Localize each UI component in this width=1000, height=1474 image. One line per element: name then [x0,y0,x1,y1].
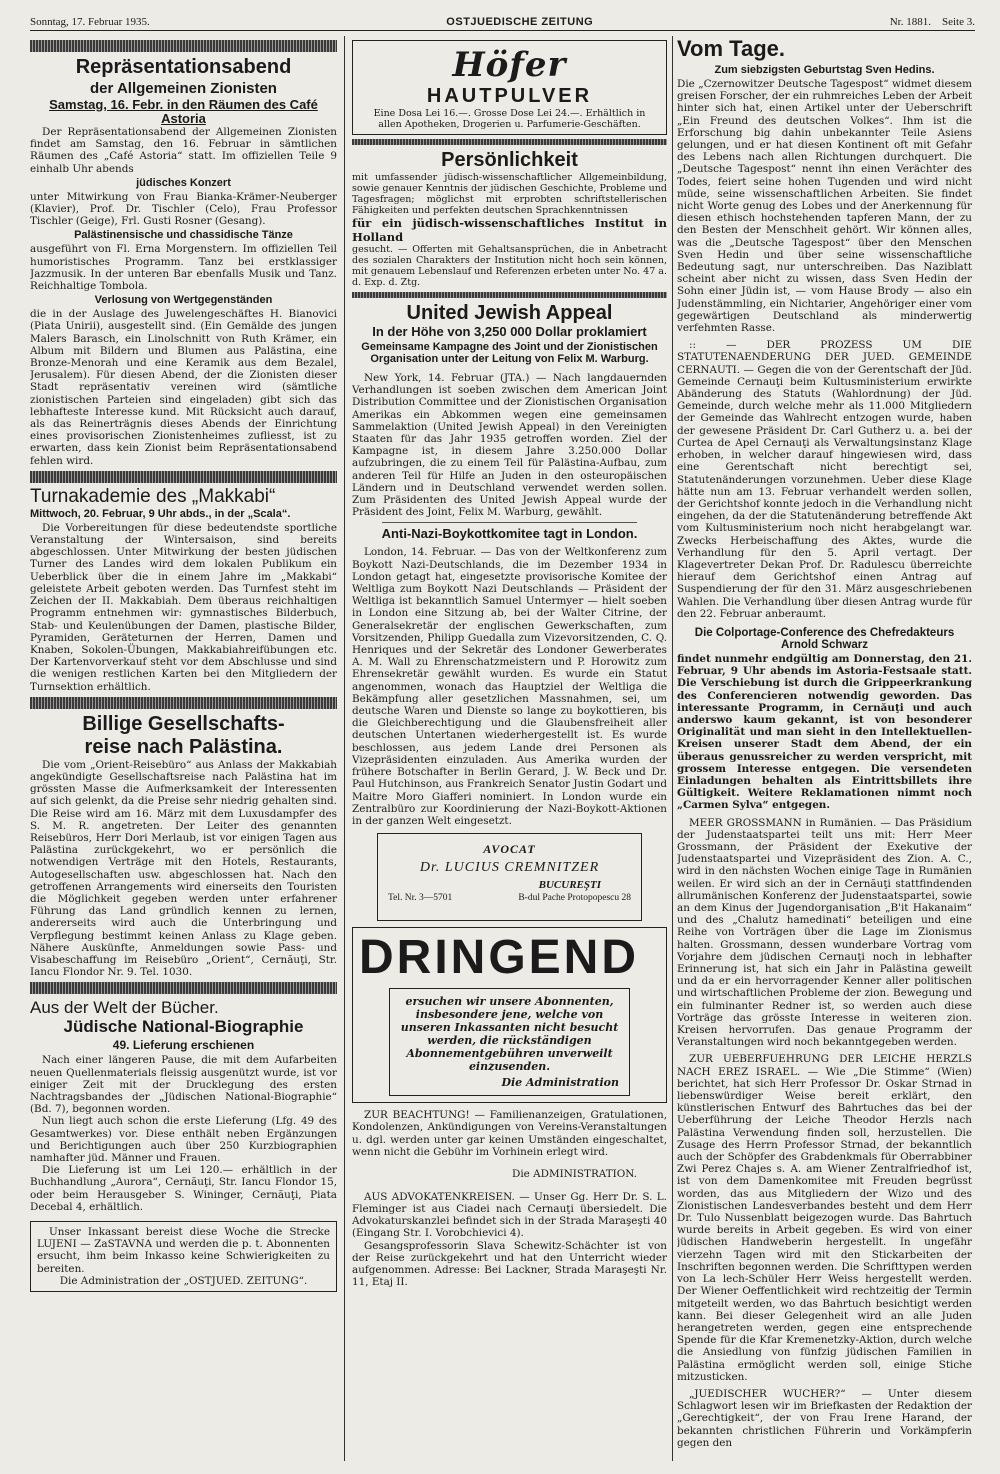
middle-column [352,36,667,1466]
repr-date-line: Samstag, 16. Febr. in den Räumen des Café Astoria [49,97,318,126]
dringend-notice [352,927,667,1103]
masthead-issue [890,16,975,28]
turn-title: Turnakademie des „Makkabi“ [30,485,276,507]
avocat-name: Dr. LUCIUS CREMNITZER [419,860,600,876]
buecher-paragraph: Die Lieferung ist um Lei 120.— erhältlich in der Buchhandlung „Aurora“, Cernăuţi, Str. Iancu Flondor 15, oder beim Herausgeber S. Wininger, Cernăuţi, Piata Decebal 4, erhältlich. [30,1164,337,1213]
avocat-city: BUCUREŞTI [538,879,601,892]
repr-heading-taenze: Palästinensische und chassidische Tänze [74,229,293,242]
inkasso-notice [30,1221,337,1292]
repr-paragraph: die in der Auslage des Juwelengeschäftes H. Bianovici (Piata Unirii), ausgestellt sind. (Ein Gemälde des jungen Malers Barasch, ein Linolschnitt von Ruth Krämer, ein Album mit Bildern und Blumen aus Palästina, eine Bronze-Menorah und eine Keramik aus dem Bezalel, Jerusalem). Für diesen Abend, der die Zionisten dieser Stadt repräsentativ vereinen wird (sämtliche zionistischen Parteien sind eingeladen) gibt sich das lebhafteste Interesse kund. Mit Rücksicht auch darauf, als das Reinerträgnis dieses Abends der Einrichtung eines provisorischen Zionistenheimes zufliesst, ist zu erwarten, dass kein Zionist beim Repräsentationsabend fehlen wird. [30,308,337,467]
wucher-paragraph: „JUEDISCHER WUCHER?“ — Unter diesem Schlagwort lesen wir im Briefkasten der Redaktion der „Gerechtigkeit“, der von Frau Irene Harand, der bekannten christlichen Führerin und Vorkämpferin gegen den [677,1387,972,1449]
hatch-divider [30,982,337,994]
masthead-paper-name: OSTJUEDISCHE ZEITUNG [446,16,594,28]
beachtung-signature: Die ADMINISTRATION. [512,1168,637,1181]
column-divider-2 [672,36,673,1461]
repr-heading-konzert: jüdisches Konzert [136,176,231,189]
boykott-title: Anti-Nazi-Boykottkomitee tagt in London. [381,526,638,542]
inkasso-paragraph: Unser Inkassant bereist diese Woche die Strecke LUJENI — ZaSTAVNA und werden die p. t. Abonnenten ersucht, ihm beim Inkasso keine Schwierigkeiten zu bereiten. [37,1226,330,1275]
uja-subtitle2: Gemeinsame Kampagne des Joint und der Zionistischen Organisation unter der Leitung von Felix M. Warburg. [361,341,658,365]
pers-institute: für ein jüdisch-wissenschaftliches Institut in Holland [352,216,667,244]
turn-date-line: Mittwoch, 20. Februar, 9 Uhr abds., in der „Scala“. [30,507,291,520]
hoefer-logo: Höfer [452,45,567,85]
uja-title: United Jewish Appeal [406,302,613,324]
avocat-tel: Tel. Nr. 3—5701 [388,893,453,904]
herzl-paragraph: ZUR UEBERFUEHRUNG DER LEICHE HERZLS NACH EREZ ISRAEL. — Wie „Die Stimme“ (Wien) berichtet, hat sich Herr Professor Dr. Oskar Strnad in liebenswürdiger Weise bereit erklärt, den künstlerischen Entwurf des Bahrtuches das bei der Ueberführung der Leiche Theodor Herzls nach Palästina Verwendung finden soll, herzustellen. Die Zusage des Herrn Professor Strnad, der bekanntlich auch der Schöpfer des Grabdenkmals für Oberrabbiner Zwi Perez Chajes s. A. am Wiener Zentralfriedhof ist, ist von dem Damenkomitee mit Freuden begrüsst worden, das aus Mitgliedern der Wizo und des Zionistischen Landesverbandes besteht und dem Herr Dr. Tulo Nussenblatt beigezogen wurde. Das Bahrtuch wurde bereits in Arbeit gegeben. Es wird von einer jüdischen Handweberin hergestellt. In ungefähr vierzehn Tagen wird mit den Stickarbeiten der Inschriften begonnen werden. Die Schrifttypen werden von La lech-Schüler Herr Weiss hergestellt werden. Der Wiener Oeffentlichkeit wird rechtzeitig der Termin mitgeteilt werden, wo das Bahrtuch besichtigt werden kann. Bei dieser Gelegenheit wird an alle Juden herangetreten werden, gegen eine entsprechende Spende für die Kfar Kremenetzky-Aktion, durch welche die Ansiedlung von fünfzig jüdischen Familien in Palästina ermöglicht werden soll, einige Stiche mitzusticken. [677,1053,972,1383]
dringend-text-box [389,988,630,1096]
advokaten-paragraph: AUS ADVOKATENKREISEN. — Unser Gg. Herr Dr. S. L. Fleminger ist aus Ciadei nach Cernauţi übersiedelt. Die Advokaturskanzlei befindet sich in der Strada Maraşeşti 40 (Eingang Str. I. Vorobchievici 4). [352,1190,667,1240]
beachtung-paragraph: ZUR BEACHTUNG! — Familienanzeigen, Gratulationen, Kondolenzen, Ankündigungen von Vereins-Veranstaltungen u. dgl. werden unter gar keinen Umständen eingeschaltet, wenn nicht die Gebühr im Vorhinein erlegt wird. [352,1109,667,1158]
buecher-title: Aus der Welt der Bücher. [30,998,219,1018]
buecher-paragraph: Nun liegt auch schon die erste Lieferung (Lfg. 49 des Gesamtwerkes) vor. Diese enthält neben Ergänzungen und Berichtigungen auch über 250 Kurzbiographien namhafter jüd. Männer und Frauen. [30,1115,337,1164]
gesang-paragraph: Gesangsprofessorin Slava Schewitz-Schächter ist von der Reise zurückgekehrt und hat den Unterricht wieder aufgenommen. Adresse: Bei Lackner, Strada Maraşeşti Nr. 11, Etaj II. [352,1239,667,1289]
dringend-title: DRINGEND [359,931,640,985]
avocat-ad [377,833,642,921]
buecher-subhead: 49. Lieferung erschienen [112,1038,255,1053]
masthead [30,8,975,28]
hatch-divider [30,697,337,709]
repr-paragraph: Der Repräsentationsabend der Allgemeinen Zionisten findet am Samstag, den 16. Februar in sämtlichen Räumen des „Café Astoria“ statt. Im offiziellen Teile 9 einhalb Uhr abends [30,126,337,175]
uja-subtitle: In der Höhe von 3,250 000 Dollar proklamiert [372,324,647,339]
repr-heading-verlosung: Verlosung von Wertgegenständen [94,294,273,307]
hoefer-ad [352,40,667,135]
buecher-title2: Jüdische National-Biographie [63,1017,304,1037]
dringend-text: ersuchen wir unsere Abonnenten, insbesondere jene, welche von unseren Inkassanten nicht besucht werden, die rückständigen Abonnementgebühren unverweilt einzusenden. [400,995,619,1074]
reise-title-line2: reise nach Palästina. [84,735,283,758]
right-column [677,36,972,1466]
left-column [30,36,337,1466]
masthead-number: Nr. 1881. [889,16,931,28]
pers-title: Persönlichkeit [441,149,578,171]
avocat-contact-row [388,893,631,903]
column-divider-1 [344,36,345,1461]
hoefer-product: HAUTPULVER [426,85,593,107]
uja-paragraph: New York, 14. Februar (JTA.) — Nach langdauernden Verhandlungen ist soeben zwischen dem American Joint Distribution Committee und der Zionistischen Organisation Amerikas ein Abkommen wegen eine gemeinsamen Sammelaktion (United Jewish Appeal) in den Vereinigten Staaten für das Jahr 1935 getroffen worden. Ziel der Kampagne ist, in diesem Jahre 3.250.000 Dollar aufzubringen, die zu einem Teil für Palästina-Aufbau, zum anderen Teil für Hilfe an Juden in den osteuropäischen Ländern und in Deutschland verwendet werden sollen. Zum Präsidenten des United Jewish Appeal wurde der Präsident des Joint, Felix M. Warburg, gewählt. [352,372,667,519]
hoefer-text: Eine Dosa Lei 16.—. Grosse Dose Lei 24.—. Erhältlich in allen Apotheken, Drogerien u. Parfumerie-Geschäften. [373,108,646,130]
colportage-heading: Die Colportage-Conference des Chefredakteurs Arnold Schwarz [694,626,955,651]
dringend-signature: Die Administration [501,1076,619,1090]
hatch-divider [352,139,667,145]
avocat-address: B-dul Pache Protopopescu 28 [518,893,631,904]
reise-title-line1: Billige Gesellschafts- [82,712,285,735]
boykott-paragraph: London, 14. Februar. — Das von der Weltkonferenz zum Boykott Nazi-Deutschlands, die im Dezember 1934 in London getagt hat, eingesetzte provisorische Komitee der Weltliga zum Boykott Nazi Deutschlands — Präsident der Weltliga ist bekanntlich Samuel Untermyer — hielt soeben in London eine Sitzung ab, bei der Walter Citrine, der Generalsekretär der englischen Gewerkschaften, zum Vorsitzenden, Philipp Guedalla zum Vizevorsitzenden, C. Q. Henriques und der Sekretär des Londoner Gewerberates A. M. Wall zu Ehrenschatzmeistern und P. Horowitz zum Ehrensekretär gewählt wurden. Es wurde ein Statut angenommen, wonach das Hauptziel der Weltliga die Bekämpfung aller gesetzlichen Massnahmen, sei, um deutsche Waren und Dienste so lange zu boykottieren, bis die Gleichberechtigung und die Glaubensfreiheit aller deutschen Untertanen wiederhergestellt ist. Es wurde beschlossen, aus jedem Lande drei Personen als Vizepräsidenten einzuladen. Aus Amerika wurden der frühere Botschafter in Berlin Gerard, J. W. Beck und Dr. Paul Hutchinson, aus Frankreich Senator Justin Godart und Maitre Moro Giafferi nominiert. In London wurde ein Zentralbüro zur Koordinierung der Nazi-Boykott-Aktionen in der ganzen Welt eingesetzt. [352,546,667,827]
avocat-label: AVOCAT [483,842,536,857]
hedin-paragraph: Die „Czernowitzer Deutsche Tagespost“ widmet diesem greisen Forscher, der ein ruhmreiches Leben der Arbeit hinter sich hat, einen Artikel unter der Ueberschrift „Ein Freund des deutschen Volkes“. Ihm ist die Erforschung big dahin unbekannter Teile Asiens gelungen, und er hat diesen Kontinent oft mit Gefahr des Lebens nach allen Richtungen durchquert. Die „Deutsche Tagespost“ nennt ihn einen Verächter des Todes, feiert seine hohen Tugenden und wird nicht müde, seine wissenschaftlichen Arbeiten. Sie findet nicht Worte genug des Lobes und der Anerkennung für diesen ethisch hochstehenden tapferen Mann, der zu den Besten der Menschheit gehört. Wir können alles, was die „Deutsche Tagespost“ über den Menschen Sven Hedin und über seine wissenschaftliche Bedeutung sagt, nur unterschreiben. Das Naziblatt scheint aber nicht zu wissen, dass Sven Hedin der Sohn einer Jüdin ist, — vom Hause Brody — also ein Judenstämmling, ein Nichtarier, Angehöriger einer vom gegewärtigen Deutschland als minderwertig verfehmten Rasse. [677,78,972,335]
pers-paragraph: mit umfassender jüdisch-wissenschaftlicher Allgemeinbildung, sowie genauer Kenntnis der jüdischen Geschichte, Probleme und Tagesfragen; möglichst mit erprobten schriftstellerischen Fähigkeiten und perfekten deutschen Sprachkenntnissen [352,172,667,216]
hedin-heading: Zum siebzigsten Geburtstag Sven Hedins. [714,64,935,76]
separator [382,522,637,523]
colportage-paragraph: findet nunmehr endgültig am Donnerstag, den 21. Februar, 9 Uhr abends im Astoria-Festsaale statt. Die Verschiebung ist durch die Grippeerkrankung des Conferencieren notwendig geworden. Das interessante Programm, in Cernăuţi und auch anderswo kaum gekannt, ist von besonderer Originalität und man sieht in den Intellektuellen-Kreisen unserer Stadt dem Abend, der ein überaus genussreicher zu werden verspricht, mit grossem Interesse entgegen. Die versendeten Einladungen behalten als Eintrittsbillets ihre Gültigkeit. Weitere Reklamationen nimmt noch „Carmen Sylva“ entgegen. [677,652,972,812]
hatch-divider [30,40,337,52]
hatch-divider [352,292,667,298]
masthead-rule [30,30,975,31]
buecher-paragraph: Nach einer längeren Pause, die mit dem Aufarbeiten neuen Quellenmaterials fleissig ausgenützt wurde, ist vor einiger Zeit mit der Drucklegung des ersten Nachtragsbandes der „Jüdischen National-Biographie“ (Bd. 7), begonnen worden. [30,1054,337,1116]
repr-paragraph: unter Mitwirkung von Frau Bianka-Krämer-Neuberger (Klavier), Prof. Dr. Tischler (Celo), Frau Professor Tischler (Geige), Frl. Gusti Rosner (Gesang). [30,190,337,228]
inkasso-signature: Die Administration der „OSTJUED. ZEITUNG“. [59,1274,308,1287]
turn-paragraph: Die Vorbereitungen für diese bedeutendste sportliche Veranstaltung der Wintersaison, sind bereits abgeschlossen. Unter Mitwirkung der besten jüdischen Turner des Landes wird dem lokalen Publikum ein Ueberblick über die in einem Jahre im „Makkabi“ geleistete Arbeit geboten werden. Das Turnfest steht im Zeichen der II. Makkabiah. Dem überaus reichhaltigen Programm entnehmen wir: gymnastisches Bilderbuch, Stab- und Keulenübungen der Damen, plastische Bilder, Pyramiden, Geräteturnen der Herren, Damen und Knaben, Sokolen-Übungen, Makkabiahreifübungen etc. Der Kartenvorverkauf steht vor dem Abschlusse und sind die wenigen restlichen Karten bei den Mitgliedern der Turnsektion erhältlich. [30,521,337,693]
prozess-paragraph: :: — DER PROZESS UM DIE STATUTENAENDERUNG DER JUED. GEMEINDE CERNAUTI. — Gegen die von der Gerentschaft der Jüd. Gemeinde Cernauţi beim Kultusministerium erwirkte Abänderung des Statuts (Wahlordnung) der Jüd. Gemeinde, durch welche mehr als 11.000 Mitgliedern der Gemeinde das Wahlrecht entzogen wurde, haben der gewesene Präsident Dr. Carl Gutherz u. a. bei der Curtea de Apel Cernauţi als Verwaltungsinstanz Klage erhoben, in welcher darauf hingewiesen wird, dass eine Gerentschaft nicht berechtigt sei, Statutenänderungen vorzunehmen. Ueber diese Klage hätte nun am 13. Februar verhandelt werden sollen, der Gerichtshof konnte jedoch in die Verhandlung nicht eingehen, da der die Statutenänderung betreffende Akt vom Kultusministerium noch nicht herabgelangt war. Zwecks Herbeischaffung des Aktes, wurde die Verhandlung für den 5. April vertagt. Der Klagevertreter Dekan Prof. Dr. Radulescu überreichte hierauf dem Gerichtshof einen Antrag auf Suspendierung der für den 31. März ausgeschriebenen Wahlen. Die Verhandlung über diesen Antrag wurde für den 22. Februar anberaumt. [677,339,972,620]
repr-subtitle: der Allgemeinen Zionisten [90,80,277,97]
hatch-divider [30,471,337,483]
vomtage-title: Vom Tage. [677,36,785,61]
reise-paragraph: Die vom „Orient-Reisebüro“ aus Anlass der Makkabiah angekündigte Gesellschaftsreise nach Palästina hat im grössten Masse die Aufmerksamkeit der Interessenten auf sich gelenkt, da die Preise sehr niedrig gehalten sind. Die Reise wird am 16. März mit dem Luxusdampfer des S. M. R. angetreten. Der Leiter des genannten Reisebüros, Herr Dori Merlaub, ist vor einigen Tagen aus Palästina zurückgekehrt, wo er persönlich die notwendigen Verträge mit den Hotels, Restaurants, Autogesellschaften usw. abgeschlossen hat. Nach den getroffenen Arrangements wird einerseits den Touristen die Möglichkeit gegeben werden unter erfahrener Führung das Land gründlich kennen zu lernen, andererseits wird auch die Unterbringung und Verpflegung bestimmt keinen Anlass zu Klage geben. Nähere Auskünfte, Anmeldungen sowie Pass- und Visabeschaffung im Reisebüro „Orient“, Cernăuţi, Str. Iancu Flondor Nr. 9. Tel. 1030. [30,758,337,979]
pers-paragraph: gesucht. — Offerten mit Gehaltsansprüchen, die in Anbetracht des sozialen Charakters der Institution nicht hoch sein können, mit genauem Lebenslauf und Referenzen erbeten unter No. 47 a. d. Exp. d. Ztg. [352,244,667,288]
grossmann-paragraph: MEER GROSSMANN in Rumänien. — Das Präsidium der Judenstaatspartei teilt uns mit: Herr Meer Grossmann, der Präsident der Exekutive der Judenstaatspartei und Vizepräsident des Zion. A. C., wird in den nächsten Wochen einige Tage in Rumänien weilen. Er wird sich an der in Cernăuţi stattfindenden allrumänischen Konferenz der Judenstaatspartei, sowie an dem Kinus der Jugendorganisation „B'it Hakanaim“ und des „Chalutz hamedinati“ beteiligen und eine Reihe von Vorträgen über die Lage im Zionismus halten. Grossmann, dessen wunderbare Vortrag vom Vorjahre dem jüdischen Cernauţi noch in lebhafter Erinnerung ist, hat sich ein Jahr in Palästina geweilt und da er ein hervorragender Kenner aller politischen und wirtschaftlichen Probleme der zion. Bewegung und ein fulminanter Redner ist, so werden auch diese Vorträge das grösste Interesse in weiteren zion. Kreisen hervorrufen. Das genaue Programm der Veranstaltungen wird noch bekanntgegeben werden. [677,816,972,1049]
masthead-date: Sonntag, 17. Februar 1935. [30,16,150,28]
repr-title: Repräsentationsabend [75,56,292,78]
masthead-page: Seite 3. [941,16,975,28]
repr-paragraph: ausgeführt von Fl. Erna Morgenstern. Im offiziellen Teil humoristisches Programm. Tanz bei erstklassiger Jazzmusik. In der unteren Bar ebenfalls Musik und Tanz. Reichhaltige Tombola. [30,243,337,293]
